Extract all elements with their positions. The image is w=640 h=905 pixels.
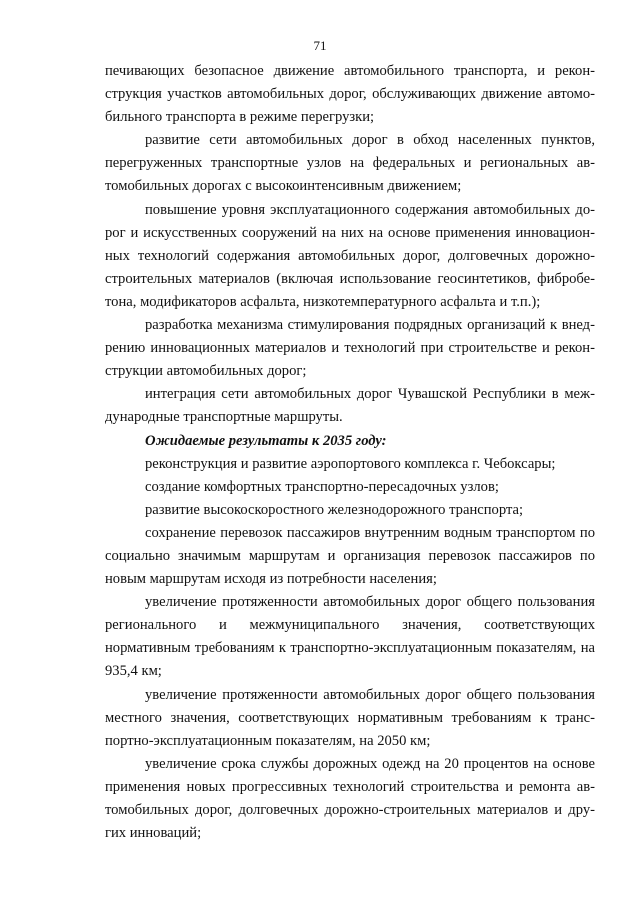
paragraph-bypass-roads: развитие сети автомобильных дорог в обход населенных пунктов, перегруженных транспортные узлов на федеральных и региональных автомобильных дорогах с высокоинтенсивным движением;	[105, 132, 595, 195]
paragraph-high-speed-rail: развитие высокоскоростного железнодорожного транспорта;	[145, 501, 524, 518]
section-heading-expected-results: Ожидаемые результаты к 2035 году:	[145, 432, 387, 449]
paragraph-maintenance-level: повышение уровня эксплуатационного содержания автомобильных дорог и искусственных сооружений на них на основе применения инновационных технологий содержания автомобильных дорог, долговечных дорожностроительных материалов (включая использование геосинтетиков, фибробетона, модификаторов асфальта, низкотемпературного асфальта и т.п.);	[105, 201, 595, 310]
paragraph-local-roads: увеличение протяженности автомобильных дорог общего пользования местного значения, соответствующих нормативным требованиям к транспортно-эксплуатационным показателям, на 2050 км;	[105, 686, 595, 749]
paragraph-international-routes: интеграция сети автомобильных дорог Чувашской Республики в международные транспортные маршруты.	[105, 386, 595, 426]
paragraph-pavement-life: увеличение срока службы дорожных одежд на 20 процентов на основе применения новых прогрессивных технологий строительства и ремонта автомобильных дорог, долговечных дорожно-строительных материалов и других инноваций;	[105, 755, 595, 842]
paragraph-contractor-incentives: разработка механизма стимулирования подрядных организаций к внедрению инновационных материалов и технологий при строительстве и реконструкции автомобильных дорог;	[105, 317, 595, 380]
paragraph-water-transport: сохранение перевозок пассажиров внутренним водным транспортом по социально значимым маршрутам и организация перевозок пассажиров по новым маршрутам исходя из потребности населения;	[105, 524, 595, 588]
paragraph-regional-roads: увеличение протяженности автомобильных дорог общего пользования регионального и межмуниципального значения, соответствующих нормативным требованиям к транспортно-эксплуатационным показателям, на 935,4 км;	[105, 594, 595, 680]
paragraph-continued: печивающих безопасное движение автомобильного транспорта, и реконструкция участков автомобильных дорог, обслуживающих движение автомобильного транспорта в режиме перегрузки;	[105, 63, 595, 126]
paragraph-airport: реконструкция и развитие аэропортового комплекса г. Чебоксары;	[145, 455, 556, 472]
page-number: 71	[313, 38, 327, 53]
paragraph-transfer-hubs: создание комфортных транспортно-пересадочных узлов;	[145, 478, 499, 495]
document-body	[105, 60, 595, 845]
